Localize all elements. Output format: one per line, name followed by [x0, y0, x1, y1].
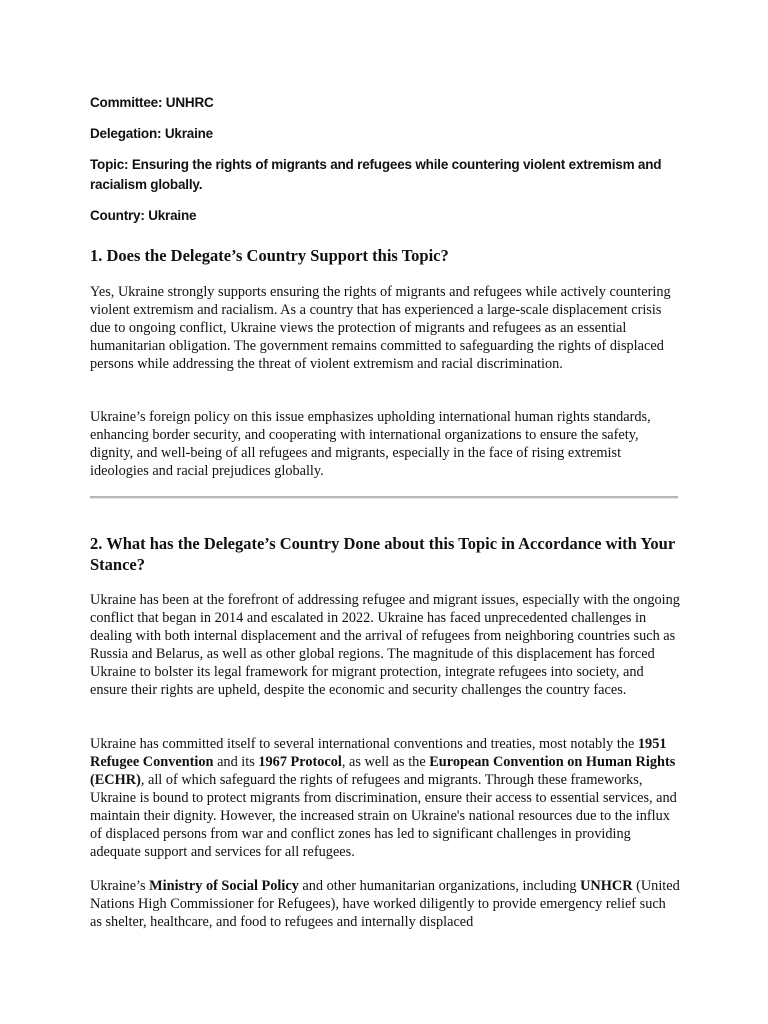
section-2-paragraph-3 — [90, 877, 680, 931]
delegation-line: Delegation: Ukraine — [90, 126, 213, 141]
section-2-paragraph-2 — [90, 735, 680, 861]
text-run: Ukraine’s — [90, 878, 150, 894]
text-run: , as well as the — [341, 754, 430, 770]
refugee-convention-1951: 1951 Refugee Convention — [90, 736, 667, 770]
section-1-heading: 1. Does the Delegate’s Country Support this Topic? — [90, 246, 449, 265]
section-1-paragraph-1: Yes, Ukraine strongly supports ensuring the rights of migrants and refugees while actively countering violent extremism and racialism. As a country that has experienced a large-scale displacement crisis due to ongoing conflict, Ukraine views the protection of migrants and refugees as an essential humanitarian obligation. The government remains committed to safeguarding the rights of displaced persons while addressing the threat of violent extremism and racial discrimination. — [90, 284, 671, 372]
topic-line: Topic: Ensuring the rights of migrants and refugees while countering violent extremism and racialism globally. — [90, 157, 662, 192]
section-2-heading: 2. What has the Delegate’s Country Done about this Topic in Accordance with Your Stance? — [90, 534, 675, 574]
ministry-of-social-policy: Ministry of Social Policy — [149, 878, 299, 894]
text-run: Ukraine has committed itself to several international conventions and treaties, most notably the — [90, 736, 638, 752]
text-run: , all of which safeguard the rights of refugees and migrants. Through these frameworks, Ukraine is bound to protect migrants from discrimination, ensure their access to essential services, and maintain their dignity. However, the increased strain on Ukraine's national resources due to the influx of displaced persons from war and conflict zones has led to significant challenges in providing adequate support and services for all refugees. — [90, 772, 677, 860]
committee-line: Committee: UNHRC — [90, 95, 214, 110]
unhcr-reference: UNHCR — [580, 878, 633, 894]
section-2-paragraph-1: Ukraine has been at the forefront of addressing refugee and migrant issues, especially with the ongoing conflict that began in 2014 and escalated in 2022. Ukraine has faced unprecedented challenges in dealing with both internal displacement and the arrival of refugees from neighboring countries such as Russia and Belarus, as well as other global regions. The magnitude of this displacement has forced Ukraine to bolster its legal framework for migrant protection, integrate refugees into society, and ensure their rights are upheld, despite the economic and security challenges the country faces. — [90, 592, 680, 698]
text-run: and its — [213, 754, 259, 770]
text-run: and other humanitarian organizations, including — [298, 878, 581, 894]
text-run: (United Nations High Commissioner for Refugees), have worked diligently to provide emergency relief such as shelter, healthcare, and food to refugees and internally displaced — [90, 878, 680, 930]
section-1-paragraph-2: Ukraine’s foreign policy on this issue emphasizes upholding international human rights standards, enhancing border security, and cooperating with international organizations to ensure the safety, dignity, and well-being of all refugees and migrants, especially in the face of rising extremist ideologies and racial prejudices globally. — [90, 409, 651, 479]
section-divider — [90, 496, 678, 499]
protocol-1967: 1967 Protocol — [258, 754, 342, 770]
country-line: Country: Ukraine — [90, 208, 197, 223]
echr-reference: European Convention on Human Rights (ECHR) — [90, 754, 676, 788]
